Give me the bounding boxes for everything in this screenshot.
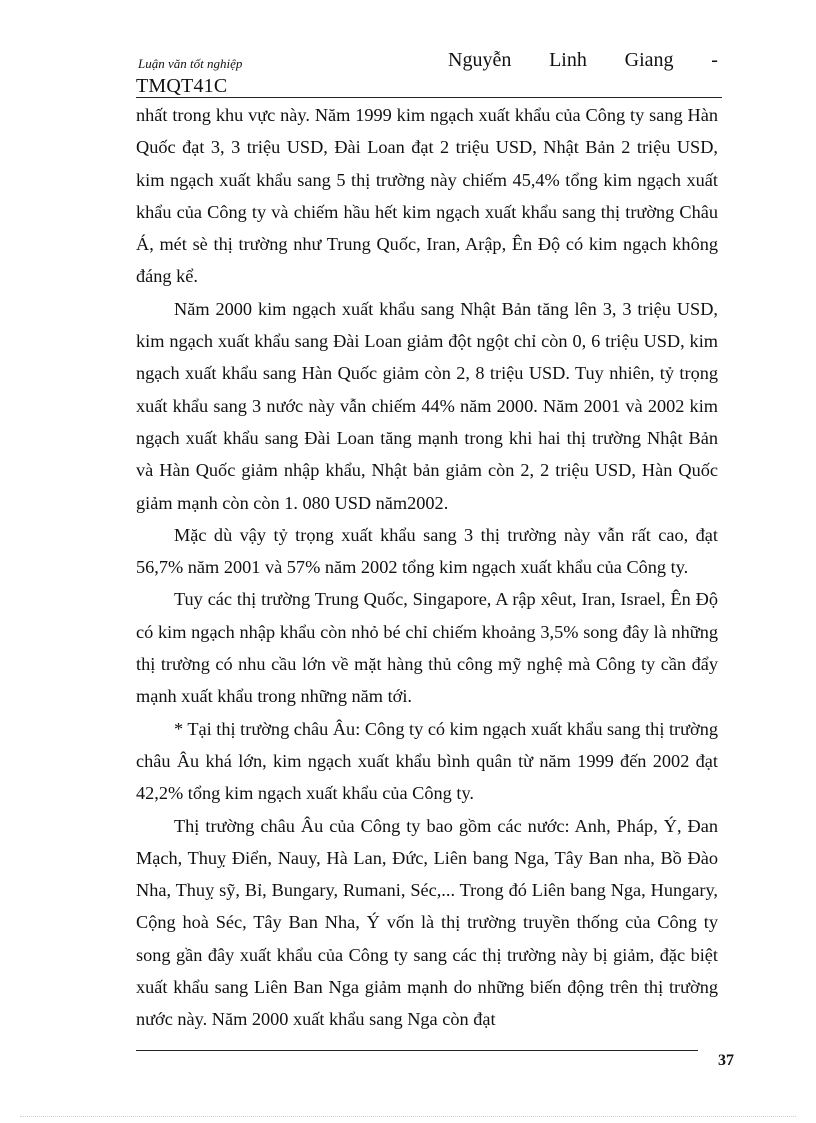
paragraph: Mặc dù vậy tỷ trọng xuất khẩu sang 3 thị trường này vẫn rất cao, đạt 56,7% năm 2001 và 57% năm 2002 tổng kim ngạch xuất khẩu của Công ty. [136, 524, 718, 578]
page-bottom-border [20, 1116, 796, 1117]
body-text [136, 99, 718, 1036]
paragraph: Thị trường châu Âu của Công ty bao gồm các nước: Anh, Pháp, Ý, Đan Mạch, Thuỵ Điển, Nauy, Hà Lan, Đức, Liên bang Nga, Tây Ban nha, Bồ Đào Nha, Thuỵ sỹ, Bỉ, Bungary, Rumani, Séc,... Trong đó Liên bang Nga, Hungary, Cộng hoà Séc, Tây Ban Nha, Ý vốn là thị trường truyền thống của Công ty song gần đây xuất khẩu của Công ty sang các thị trường này bị giảm, đặc biệt xuất khẩu sang Liên Ban Nga giảm mạnh do những biến động trên thị trường nước này. Năm 2000 xuất khẩu sang Nga còn đạt [136, 815, 718, 1030]
footer-divider [136, 1050, 698, 1051]
header-author-word: Nguyễn [448, 49, 512, 71]
header-author [448, 49, 718, 72]
header-author-word: Giang [624, 49, 674, 71]
paragraph: * Tại thị trường châu Âu: Công ty có kim ngạch xuất khẩu sang thị trường châu Âu khá lớn, kim ngạch xuất khẩu bình quân từ năm 1999 đến 2002 đạt 42,2% tổng kim ngạch xuất khẩu của Công ty. [136, 718, 719, 804]
header-author-word: Linh [549, 49, 587, 71]
header-author-word: - [711, 49, 718, 71]
header-subtitle: Luận văn tốt nghiệp [138, 56, 243, 71]
paragraph: Năm 2000 kim ngạch xuất khẩu sang Nhật Bản tăng lên 3, 3 triệu USD, kim ngạch xuất khẩu sang Đài Loan giảm đột ngột chỉ còn 0, 6 triệu USD, kim ngạch xuất khẩu sang Hàn Quốc giảm còn 2, 8 triệu USD. Tuy nhiên, tỷ trọng xuất khẩu sang 3 nước này vẫn chiếm 44% năm 2000. Năm 2001 và 2002 kim ngạch xuất khẩu sang Đài Loan tăng mạnh trong khi hai thị trường Nhật Bản và Hàn Quốc giảm nhập khẩu, Nhật bản giảm còn 2, 2 triệu USD, Hàn Quốc giảm mạnh còn còn 1. 080 USD năm2002. [136, 298, 718, 513]
header-divider [136, 97, 722, 98]
paragraph: nhất trong khu vực này. Năm 1999 kim ngạch xuất khẩu của Công ty sang Hàn Quốc đạt 3, 3 triệu USD, Đài Loan đạt 2 triệu USD, Nhật Bản 2 triệu USD, kim ngạch xuất khẩu sang 5 thị trường này chiếm 45,4% tổng kim ngạch xuất khẩu của Công ty và chiếm hầu hết kim ngạch xuất khẩu sang thị trường Châu Á, mét sè thị trường như Trung Quốc, Iran, Arập, Ên Độ có kim ngạch không đáng kể. [136, 105, 718, 287]
page-number: 37 [718, 1052, 734, 1069]
paragraph: Tuy các thị trường Trung Quốc, Singapore, A rập xêut, Iran, Israel, Ên Độ có kim ngạch nhập khẩu còn nhỏ bé chỉ chiếm khoảng 3,5% song đây là những thị trường có nhu cầu lớn về mặt hàng thủ công mỹ nghệ mà Công ty cần đẩy mạnh xuất khẩu trong những năm tới. [136, 589, 718, 707]
header-class-code: TMQT41C [136, 75, 228, 97]
